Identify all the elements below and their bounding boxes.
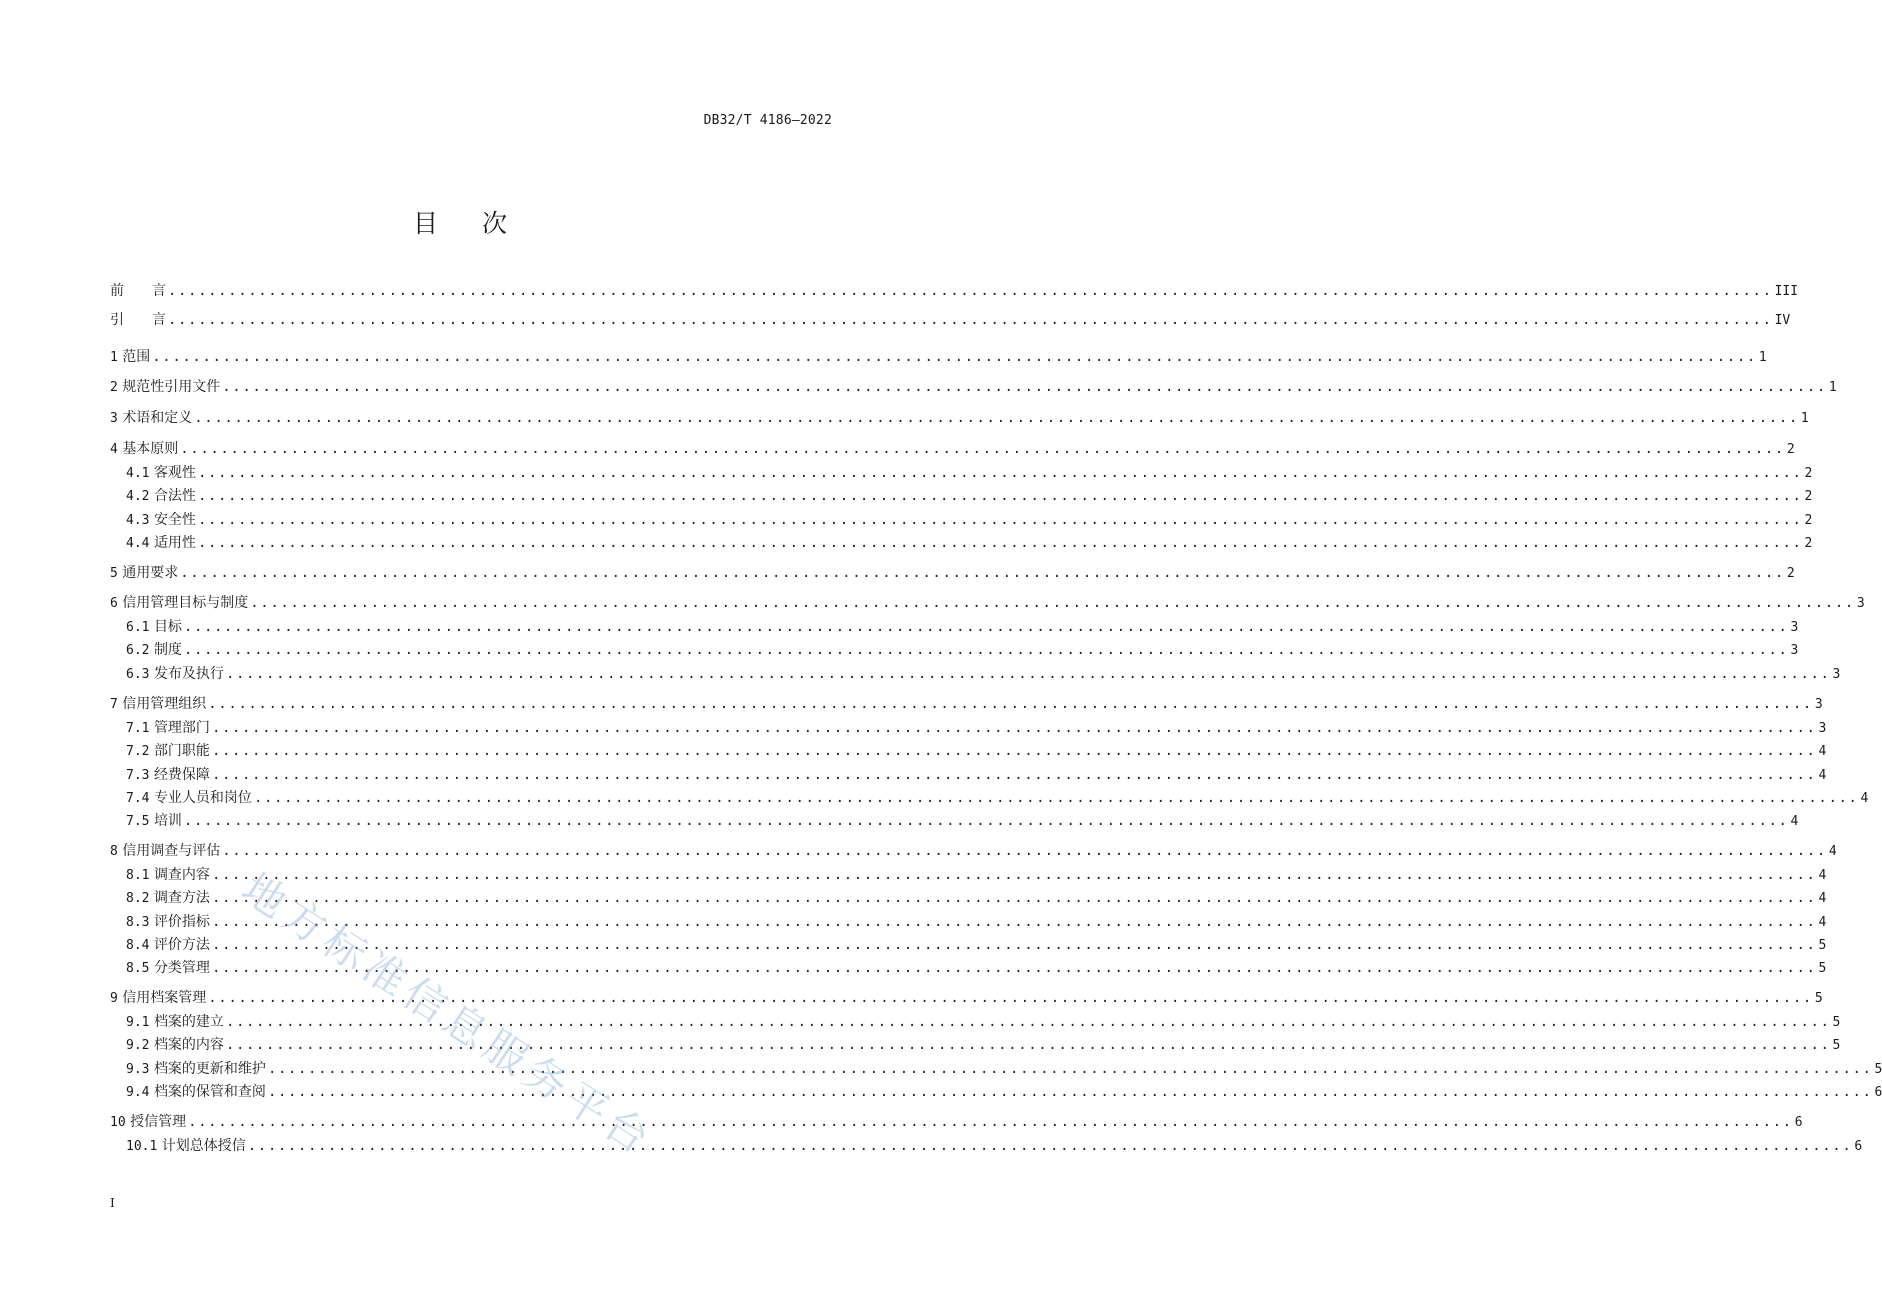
toc-leader-dots: ................................................................................................................................................................ <box>197 465 1803 481</box>
toc-entry-page: 5 <box>1818 938 1827 953</box>
toc-entry[interactable] <box>110 764 1827 786</box>
toc-entry-title: 信用管理目标与制度 <box>122 595 249 611</box>
toc-entry-title: 分类管理 <box>153 960 210 976</box>
toc-entry-label <box>126 639 182 662</box>
toc-leader-dots: ................................................................................................................................................................ <box>168 312 1773 328</box>
toc-entry-page: 2 <box>1804 466 1813 481</box>
toc-entry-title: 评价方法 <box>153 937 210 953</box>
toc-leader-dots: ................................................................................................................................................................ <box>211 767 1817 783</box>
toc-entry-title: 制度 <box>153 642 182 658</box>
toc-leader-dots: ................................................................................................................................................................ <box>211 890 1817 906</box>
toc-entry-label <box>126 462 196 485</box>
toc-entry-page: 4 <box>1790 814 1799 829</box>
toc-leader-dots: ................................................................................................................................................................ <box>225 1037 1831 1053</box>
toc-entry[interactable] <box>110 934 1827 956</box>
toc-entry-label <box>126 957 210 980</box>
toc-leader-dots: ................................................................................................................................................................ <box>211 743 1817 759</box>
toc-entry[interactable] <box>110 562 1795 584</box>
toc-entry-label <box>126 1034 224 1057</box>
toc-entry-number: 7.1 <box>126 721 150 736</box>
toc-entry-title: 前 言 <box>110 283 166 299</box>
toc-entry-number: 6 <box>110 596 118 611</box>
toc-entry-label <box>126 1135 246 1158</box>
toc-entry-title: 档案的建立 <box>153 1014 224 1030</box>
toc-entry[interactable] <box>110 1111 1803 1133</box>
toc-entry-title: 管理部门 <box>153 720 210 736</box>
toc-entry[interactable] <box>110 616 1799 638</box>
toc-entry-page: 2 <box>1786 442 1795 457</box>
toc-title-char-1: 目 <box>413 209 439 238</box>
toc-entry-page: 4 <box>1818 744 1827 759</box>
toc-entry-label <box>110 438 178 461</box>
toc-entry-page: 2 <box>1804 536 1813 551</box>
toc-entry-page: 3 <box>1790 620 1799 635</box>
toc-leader-dots: ................................................................................................................................................................ <box>211 867 1817 883</box>
toc-entry-number: 6.1 <box>126 620 150 635</box>
toc-entry-page: 5 <box>1818 961 1827 976</box>
toc-entry-number: 9.3 <box>126 1062 150 1077</box>
toc-entry-number: 1 <box>110 350 118 365</box>
toc-entry[interactable] <box>110 987 1823 1009</box>
toc-entry[interactable] <box>110 1034 1841 1056</box>
toc-entry-title: 基本原则 <box>122 441 179 457</box>
toc-entry[interactable] <box>110 280 1799 302</box>
toc-entry[interactable] <box>110 810 1799 832</box>
toc-entry[interactable] <box>110 864 1827 886</box>
toc-entry-number: 7.2 <box>126 744 150 759</box>
toc-entry[interactable] <box>110 887 1827 909</box>
toc-leader-dots: ................................................................................................................................................................ <box>208 990 1813 1006</box>
toc-entry-number: 5 <box>110 566 118 581</box>
toc-leader-dots: ................................................................................................................................................................ <box>222 843 1827 859</box>
toc-leader-dots: ................................................................................................................................................................ <box>168 283 1773 299</box>
toc-entry-number: 4 <box>110 442 118 457</box>
toc-leader-dots: ................................................................................................................................................................ <box>197 535 1803 551</box>
toc-leader-dots: ................................................................................................................................................................ <box>250 595 1855 611</box>
toc-leader-dots: ................................................................................................................................................................ <box>211 960 1817 976</box>
toc-entry-title: 目标 <box>153 619 182 635</box>
toc-leader-dots: ................................................................................................................................................................ <box>183 642 1789 658</box>
toc-entry-number: 8.1 <box>126 868 150 883</box>
toc-entry-title: 计划总体授信 <box>161 1138 246 1154</box>
toc-entry-number: 8.5 <box>126 961 150 976</box>
toc-entry-number: 10.1 <box>126 1139 158 1154</box>
toc-entry-label <box>126 934 210 957</box>
toc-entry-page: 4 <box>1818 868 1827 883</box>
toc-entry-number: 6.2 <box>126 643 150 658</box>
toc-entry-label <box>126 1058 266 1081</box>
toc-entry-number: 7.5 <box>126 814 150 829</box>
toc-entry[interactable] <box>110 1011 1841 1033</box>
toc-entry[interactable] <box>110 1058 1882 1080</box>
toc-entry-label <box>126 764 210 787</box>
toc-entry-number: 4.4 <box>126 536 150 551</box>
toc-entry-title: 培训 <box>153 813 182 829</box>
toc-entry-number: 8.4 <box>126 938 150 953</box>
toc-entry-page: 2 <box>1804 513 1813 528</box>
toc-entry[interactable] <box>110 663 1841 685</box>
toc-entry-page: 1 <box>1800 411 1809 426</box>
toc-entry-title: 规范性引用文件 <box>122 379 221 395</box>
toc-leader-dots: ................................................................................................................................................................ <box>267 1061 1873 1077</box>
toc-entry[interactable] <box>110 1081 1882 1103</box>
toc-entry-title: 信用档案管理 <box>122 990 207 1006</box>
toc-entry-number: 4.1 <box>126 466 150 481</box>
toc-leader-dots: ................................................................................................................................................................ <box>253 790 1859 806</box>
toc-entry-page: 6 <box>1854 1139 1863 1154</box>
toc-entry-number: 8.2 <box>126 891 150 906</box>
toc-entry-title: 合法性 <box>153 488 196 504</box>
toc-entry-number: 7 <box>110 697 118 712</box>
toc-entry-label <box>126 1011 224 1034</box>
toc-leader-dots: ................................................................................................................................................................ <box>188 1114 1793 1130</box>
toc-entry-label <box>126 485 196 508</box>
toc-entry-page: 2 <box>1786 566 1795 581</box>
toc-entry-number: 6.3 <box>126 667 150 682</box>
toc-entry-number: 9.1 <box>126 1015 150 1030</box>
toc-entry-number: 7.3 <box>126 768 150 783</box>
toc-entry-number: 9 <box>110 991 118 1006</box>
toc-entry-label <box>110 987 206 1010</box>
toc-entry-label <box>110 376 220 399</box>
toc-entry-title: 通用要求 <box>122 565 179 581</box>
toc-entry[interactable] <box>110 509 1813 531</box>
toc-entry[interactable] <box>110 639 1799 661</box>
toc-entry-label <box>126 717 210 740</box>
toc-entry-title: 部门职能 <box>153 743 210 759</box>
toc-entry-page: 3 <box>1818 721 1827 736</box>
toc-leader-dots: ................................................................................................................................................................ <box>225 666 1831 682</box>
toc-entry-label <box>126 663 224 686</box>
toc-entry-title: 术语和定义 <box>122 410 193 426</box>
toc-entry[interactable] <box>110 957 1827 979</box>
toc-entry-title: 档案的更新和维护 <box>153 1061 266 1077</box>
toc-entry-page: 5 <box>1832 1038 1841 1053</box>
toc-entry[interactable] <box>110 592 1865 614</box>
toc-entry-title: 调查方法 <box>153 890 210 906</box>
toc-entry[interactable] <box>110 346 1767 368</box>
toc-entry-label <box>126 509 196 532</box>
toc-leader-dots: ................................................................................................................................................................ <box>247 1138 1853 1154</box>
toc-leader-dots: ................................................................................................................................................................ <box>211 720 1817 736</box>
toc-entry-title: 专业人员和岗位 <box>153 790 252 806</box>
toc-leader-dots: ................................................................................................................................................................ <box>197 512 1803 528</box>
toc-entry-number: 3 <box>110 411 118 426</box>
toc-entry-label <box>126 532 196 555</box>
toc-entry-number: 4.2 <box>126 489 150 504</box>
toc-entry[interactable] <box>110 740 1827 762</box>
toc-entry-page: 1 <box>1758 350 1767 365</box>
toc-entry-page: 1 <box>1828 380 1837 395</box>
toc-entry-page: 4 <box>1828 844 1837 859</box>
toc-entry[interactable] <box>110 693 1823 715</box>
toc-leader-dots: ................................................................................................................................................................ <box>208 696 1813 712</box>
toc-entry-label <box>110 309 166 331</box>
toc-entry-label <box>110 407 192 430</box>
toc-entry-label <box>126 740 210 763</box>
toc-entry-page: 6 <box>1794 1115 1803 1130</box>
toc-leader-dots: ................................................................................................................................................................ <box>180 565 1785 581</box>
toc-entry-page: 4 <box>1818 915 1827 930</box>
toc-entry-title: 授信管理 <box>130 1114 187 1130</box>
toc-entry-label <box>126 1081 266 1104</box>
toc-title <box>0 204 920 240</box>
toc-entry-title: 信用调查与评估 <box>122 843 221 859</box>
toc-leader-dots: ................................................................................................................................................................ <box>152 349 1757 365</box>
toc-entry-page: 3 <box>1856 596 1865 611</box>
toc-entry-page: 3 <box>1790 643 1799 658</box>
toc-entry-label <box>110 840 220 863</box>
toc-entry-page: 4 <box>1818 891 1827 906</box>
toc-entry-page: 5 <box>1874 1062 1882 1077</box>
toc-entry-page: 4 <box>1860 791 1869 806</box>
toc-entry-number: 4.3 <box>126 513 150 528</box>
toc-entry-title: 评价指标 <box>153 914 210 930</box>
toc-entry-label <box>110 592 248 615</box>
toc-entry[interactable] <box>110 485 1813 507</box>
toc-entry-title: 客观性 <box>153 465 196 481</box>
toc-entry-number: 8.3 <box>126 915 150 930</box>
toc-entry-title: 引 言 <box>110 312 166 328</box>
toc-entry-number: 8 <box>110 844 118 859</box>
toc-leader-dots: ................................................................................................................................................................ <box>211 914 1817 930</box>
toc-entry-number: 2 <box>110 380 118 395</box>
toc-leader-dots: ................................................................................................................................................................ <box>267 1084 1873 1100</box>
toc-entry-label <box>110 346 150 369</box>
toc-entry-label <box>110 1111 186 1134</box>
toc-entry-page: IV <box>1774 313 1791 328</box>
toc-entry-label <box>126 616 182 639</box>
toc-entry[interactable] <box>110 1135 1863 1157</box>
toc-entry-page: 6 <box>1874 1085 1882 1100</box>
toc-entry[interactable] <box>110 532 1813 554</box>
toc-title-char-2: 次 <box>481 209 507 238</box>
toc-leader-dots: ................................................................................................................................................................ <box>183 813 1789 829</box>
toc-entry-title: 档案的保管和查阅 <box>153 1084 266 1100</box>
toc-entry-page: 3 <box>1832 667 1841 682</box>
toc-entry-page: 3 <box>1814 697 1823 712</box>
toc-entry[interactable] <box>110 787 1869 809</box>
toc-leader-dots: ................................................................................................................................................................ <box>183 619 1789 635</box>
toc-entry-number: 9.2 <box>126 1038 150 1053</box>
toc-entry-title: 信用管理组织 <box>122 696 207 712</box>
toc-entry-page: 5 <box>1814 991 1823 1006</box>
toc-entry-label <box>126 810 182 833</box>
toc-entry-label <box>110 280 166 302</box>
toc-entry-label <box>126 887 210 910</box>
toc-entry-title: 安全性 <box>153 512 196 528</box>
toc-entry[interactable] <box>110 717 1827 739</box>
toc-entry[interactable] <box>110 911 1827 933</box>
toc-entry-page: 4 <box>1818 768 1827 783</box>
toc-entry-page: 2 <box>1804 489 1813 504</box>
toc-entry-label <box>110 562 178 585</box>
footer-page-number: I <box>110 1196 115 1210</box>
toc-entry-title: 发布及执行 <box>153 666 224 682</box>
toc-leader-dots: ................................................................................................................................................................ <box>180 441 1785 457</box>
toc-entry[interactable] <box>110 438 1795 460</box>
toc-entry-number: 7.4 <box>126 791 150 806</box>
toc-leader-dots: ................................................................................................................................................................ <box>222 379 1827 395</box>
toc-entry-title: 经费保障 <box>153 767 210 783</box>
toc-entry-title: 适用性 <box>153 535 196 551</box>
toc-entry-label <box>126 864 210 887</box>
toc-leader-dots: ................................................................................................................................................................ <box>225 1014 1831 1030</box>
toc-leader-dots: ................................................................................................................................................................ <box>197 488 1803 504</box>
toc-entry[interactable] <box>110 462 1813 484</box>
toc-entry-number: 9.4 <box>126 1085 150 1100</box>
toc-entry-number: 10 <box>110 1115 126 1130</box>
watermark: 地方标准信息服务平台 <box>233 863 663 1167</box>
toc-entry[interactable] <box>110 407 1809 429</box>
toc-entry-label <box>126 787 252 810</box>
toc-entry-title: 调查内容 <box>153 867 210 883</box>
document-code: DB32/T 4186—2022 <box>703 113 832 128</box>
toc-entry-page: 5 <box>1832 1015 1841 1030</box>
toc-entry-title: 范围 <box>122 349 151 365</box>
toc-entry[interactable] <box>110 840 1837 862</box>
toc-leader-dots: ................................................................................................................................................................ <box>194 410 1799 426</box>
toc-entry-page: III <box>1774 284 1799 299</box>
toc-entry-label <box>110 693 206 716</box>
toc-entry[interactable] <box>110 309 1791 331</box>
toc-entry-label <box>126 911 210 934</box>
toc-leader-dots: ................................................................................................................................................................ <box>211 937 1817 953</box>
toc-entry-title: 档案的内容 <box>153 1037 224 1053</box>
toc-entry[interactable] <box>110 376 1837 398</box>
